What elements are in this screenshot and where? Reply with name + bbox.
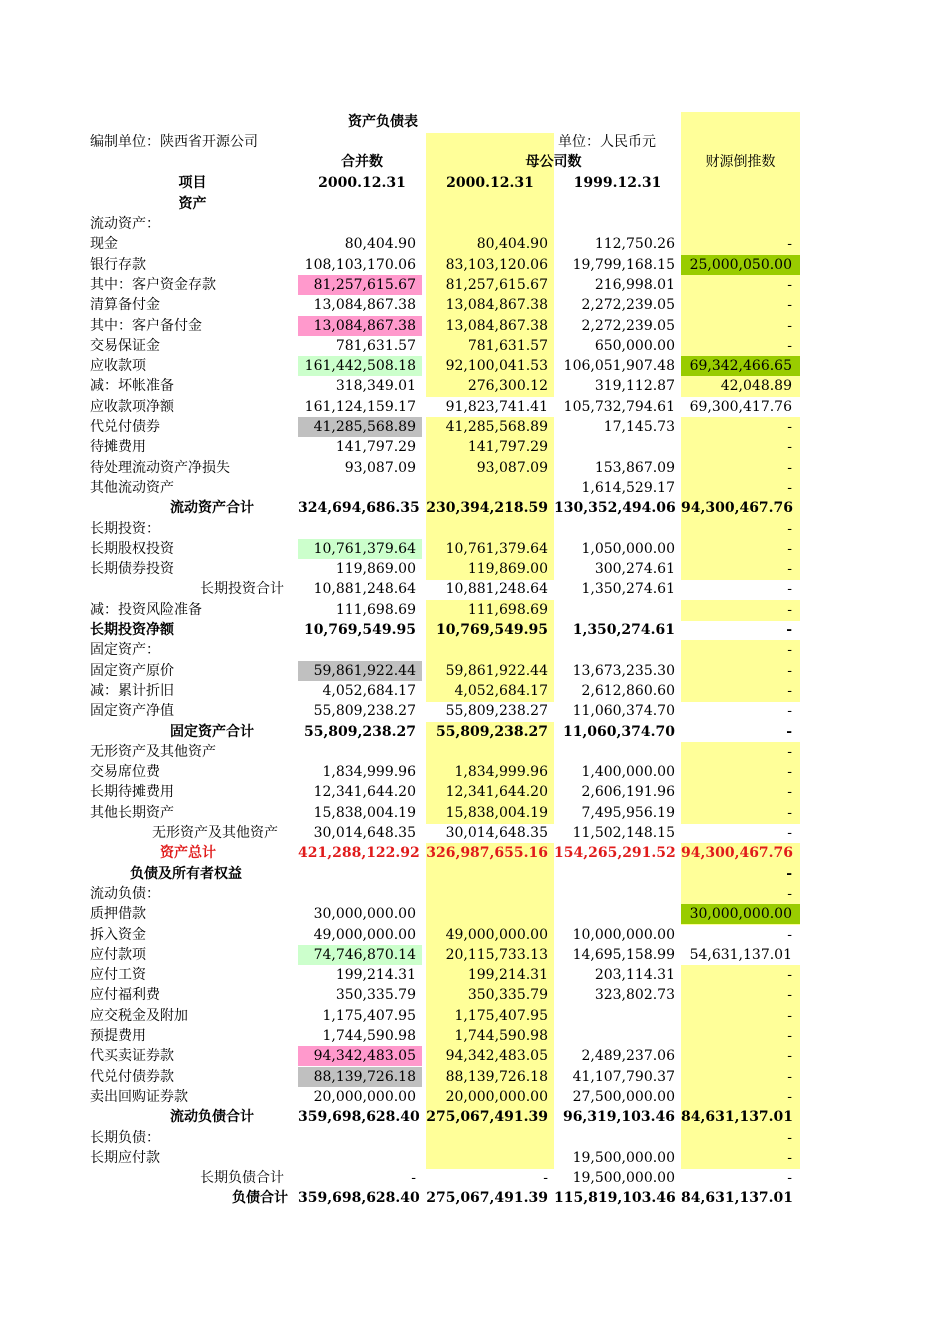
row-23-c3: 2,612,860.60 (581, 683, 675, 699)
row-41-label: 代买卖证券款 (90, 1048, 174, 1064)
row-38-label: 应付福利费 (90, 987, 160, 1003)
row-13-c1 (298, 478, 422, 498)
row-21-c1 (298, 640, 422, 660)
row-37-label: 应付工资 (90, 967, 146, 983)
row-12-c3: 153,867.09 (594, 460, 675, 476)
row-46-c1 (298, 1148, 422, 1168)
row-24-c2: 55,809,238.27 (445, 703, 548, 719)
row-2-c3: 19,799,168.15 (572, 257, 675, 273)
row-35-c2: 49,000,000.00 (445, 927, 548, 943)
row-19-c3 (554, 600, 681, 620)
row-15-label: 长期投资： (90, 521, 160, 537)
row-35-c1: 49,000,000.00 (313, 927, 416, 943)
row-28-label: 长期待摊费用 (90, 784, 174, 800)
row-46-c2 (426, 1148, 554, 1168)
row-10-c4: - (787, 419, 792, 435)
row-44-c4: 84,631,137.01 (681, 1109, 794, 1125)
row-41-c2: 94,342,483.05 (445, 1048, 548, 1064)
row-22-c1: 59,861,922.44 (298, 661, 422, 681)
row-48-c3: 115,819,103.46 (554, 1190, 676, 1206)
row-18-c1: 10,881,248.64 (313, 581, 416, 597)
row-11-c3 (554, 437, 681, 457)
row-4-c3: 2,272,239.05 (581, 297, 675, 313)
row-29-c3: 7,495,956.19 (581, 805, 675, 821)
row-45-c1 (298, 1128, 422, 1148)
row-36-c1: 74,746,870.14 (298, 945, 422, 965)
row-40-c1: 1,744,590.98 (322, 1028, 416, 1044)
row-23-label: 减：累计折旧 (90, 683, 174, 699)
row-7-c2: 92,100,041.53 (445, 358, 548, 374)
row-12-c1: 93,087.09 (344, 460, 416, 476)
row-20-c3: 1,350,274.61 (572, 622, 675, 638)
row-39-c1: 1,175,407.95 (322, 1008, 416, 1024)
header-derived: 财源倒推数 (705, 154, 776, 170)
row-38-c2: 350,335.79 (467, 987, 548, 1003)
row-1-c2: 80,404.90 (476, 236, 548, 252)
header-item: 项目 (178, 175, 207, 191)
row-26-c2 (426, 742, 554, 762)
row-9-c2: 91,823,741.41 (445, 399, 548, 415)
row-12-c4: - (787, 460, 792, 476)
row-47-c4: - (787, 1170, 792, 1186)
row-28-c1: 12,341,644.20 (313, 784, 416, 800)
row-44-c2: 275,067,491.39 (426, 1109, 548, 1125)
row-43-c2: 20,000,000.00 (445, 1089, 548, 1105)
row-14-c1: 324,694,686.35 (298, 500, 420, 516)
row-6-c2: 781,631.57 (467, 338, 548, 354)
row-46-c3: 19,500,000.00 (572, 1150, 675, 1166)
row-26-label: 无形资产及其他资产 (90, 744, 216, 760)
row-27-c2: 1,834,999.96 (454, 764, 548, 780)
row-25-c4: - (786, 724, 792, 740)
row-48-c2: 275,067,491.39 (426, 1190, 548, 1206)
row-13-c4: - (787, 480, 792, 496)
row-19-c1: 111,698.69 (335, 602, 416, 618)
row-17-c3: 300,274.61 (594, 561, 675, 577)
row-10-c2: 41,285,568.89 (445, 419, 548, 435)
row-15-c3 (554, 519, 681, 539)
row-35-c4: - (787, 927, 792, 943)
row-25-c3: 11,060,374.70 (562, 724, 675, 740)
header-date-1: 2000.12.31 (318, 175, 406, 191)
row-8-c1: 318,349.01 (335, 378, 416, 394)
row-44-c3: 96,319,103.46 (562, 1109, 675, 1125)
row-0-label: 流动资产： (90, 216, 160, 232)
row-28-c4: - (787, 784, 792, 800)
sheet-title: 资产负债表 (348, 114, 418, 130)
row-39-c3 (554, 1006, 681, 1026)
row-29-label: 其他长期资产 (90, 805, 174, 821)
header-parent: 母公司数 (525, 154, 582, 170)
row-13-c2 (426, 478, 554, 498)
row-26-c3 (554, 742, 681, 762)
row-41-c3: 2,489,237.06 (581, 1048, 675, 1064)
row-45-label: 长期负债： (90, 1130, 160, 1146)
row-43-c3: 27,500,000.00 (572, 1089, 675, 1105)
row-40-c2: 1,744,590.98 (454, 1028, 548, 1044)
row-48-c1: 359,698,628.40 (298, 1190, 420, 1206)
row-33-c1 (298, 884, 422, 904)
row-9-c1: 161,124,159.17 (304, 399, 416, 415)
row-25-c2: 55,809,238.27 (435, 724, 548, 740)
header-date-2: 2000.12.31 (446, 175, 534, 191)
row-9-c4: 69,300,417.76 (689, 399, 792, 415)
row-2-label: 银行存款 (90, 257, 146, 273)
row-19-c4: - (787, 602, 792, 618)
row-16-label: 长期股权投资 (90, 541, 174, 557)
row-18-label: 长期投资合计 (200, 581, 284, 597)
row-31-c4: 94,300,467.76 (681, 845, 794, 861)
row-20-c2: 10,769,549.95 (435, 622, 548, 638)
row-23-c2: 4,052,684.17 (454, 683, 548, 699)
row-40-label: 预提费用 (90, 1028, 146, 1044)
row-34-c1: 30,000,000.00 (313, 906, 416, 922)
row-0-c1 (298, 214, 422, 234)
row-34-c3 (554, 904, 681, 924)
row-36-c2: 20,115,733.13 (445, 947, 548, 963)
row-8-c3: 319,112.87 (594, 378, 675, 394)
row-12-c2: 93,087.09 (476, 460, 548, 476)
row-47-c3: 19,500,000.00 (572, 1170, 675, 1186)
row-34-label: 质押借款 (90, 906, 146, 922)
row-21-c3 (554, 640, 681, 660)
row-36-label: 应付款项 (90, 947, 146, 963)
header-assets: 资产 (178, 196, 207, 212)
row-23-c1: 4,052,684.17 (322, 683, 416, 699)
row-18-c2: 10,881,248.64 (445, 581, 548, 597)
row-29-c1: 15,838,004.19 (313, 805, 416, 821)
row-38-c3: 323,802.73 (594, 987, 675, 1003)
row-46-label: 长期应付款 (90, 1150, 160, 1166)
row-38-c1: 350,335.79 (335, 987, 416, 1003)
row-28-c3: 2,606,191.96 (581, 784, 675, 800)
row-13-label: 其他流动资产 (90, 480, 174, 496)
row-4-c4: - (787, 297, 792, 313)
row-25-label: 固定资产合计 (170, 724, 254, 740)
org-label: 编制单位：陕西省开源公司 (90, 134, 258, 150)
row-43-label: 卖出回购证券款 (90, 1089, 188, 1105)
row-11-c2: 141,797.29 (467, 439, 548, 455)
row-29-c2: 15,838,004.19 (445, 805, 548, 821)
row-16-c4: - (787, 541, 792, 557)
row-0-c2 (426, 214, 554, 234)
row-42-c3: 41,107,790.37 (572, 1069, 675, 1085)
row-44-label: 流动负债合计 (170, 1109, 254, 1125)
row-10-c1: 41,285,568.89 (298, 417, 422, 437)
row-43-c4: - (787, 1089, 792, 1105)
row-10-label: 代兑付债券 (90, 419, 160, 435)
row-20-label: 长期投资净额 (90, 622, 174, 638)
row-41-c4: - (787, 1048, 792, 1064)
row-32-c3 (554, 864, 681, 884)
row-10-c3: 17,145.73 (603, 419, 675, 435)
row-30-c1: 30,014,648.35 (313, 825, 416, 841)
row-30-c4: - (787, 825, 792, 841)
row-21-c2 (426, 640, 554, 660)
row-27-label: 交易席位费 (90, 764, 160, 780)
row-24-label: 固定资产净值 (90, 703, 174, 719)
row-5-label: 其中：客户备付金 (90, 318, 202, 334)
row-36-c3: 14,695,158.99 (572, 947, 675, 963)
row-14-c4: 94,300,467.76 (681, 500, 794, 516)
row-2-c4: 25,000,050.00 (681, 255, 800, 275)
row-14-c2: 230,394,218.59 (426, 500, 548, 516)
row-7-c3: 106,051,907.48 (563, 358, 675, 374)
header-combined: 合并数 (341, 154, 383, 170)
row-15-c4: - (787, 521, 792, 537)
row-3-c2: 81,257,615.67 (445, 277, 548, 293)
row-14-label: 流动资产合计 (170, 500, 254, 516)
row-41-c1: 94,342,483.05 (298, 1046, 422, 1066)
row-19-c2: 111,698.69 (467, 602, 548, 618)
row-39-c4: - (787, 1008, 792, 1024)
row-6-c3: 650,000.00 (594, 338, 675, 354)
row-35-c3: 10,000,000.00 (572, 927, 675, 943)
row-21-c4: - (787, 642, 792, 658)
row-26-c4: - (787, 744, 792, 760)
row-22-label: 固定资产原价 (90, 663, 174, 679)
row-9-c3: 105,732,794.61 (563, 399, 675, 415)
row-20-c4: - (786, 622, 792, 638)
row-30-c3: 11,502,148.15 (572, 825, 675, 841)
row-23-c4: - (787, 683, 792, 699)
row-7-c4: 69,342,466.65 (681, 356, 800, 376)
row-33-c2 (426, 884, 554, 904)
row-8-c4: 42,048.89 (720, 378, 792, 394)
row-17-c1: 119,869.00 (335, 561, 416, 577)
row-43-c1: 20,000,000.00 (313, 1089, 416, 1105)
row-34-c2 (426, 904, 554, 924)
row-1-label: 现金 (90, 236, 118, 252)
row-45-c2 (426, 1128, 554, 1148)
row-19-label: 减：投资风险准备 (90, 602, 202, 618)
row-27-c3: 1,400,000.00 (581, 764, 675, 780)
row-37-c2: 199,214.31 (467, 967, 548, 983)
row-31-c1: 421,288,122.92 (298, 845, 420, 861)
row-30-label: 无形资产及其他资产 (152, 825, 278, 841)
row-26-c1 (298, 742, 422, 762)
row-45-c4: - (787, 1130, 792, 1146)
row-8-c2: 276,300.12 (467, 378, 548, 394)
row-40-c3 (554, 1026, 681, 1046)
row-35-label: 拆入资金 (90, 927, 146, 943)
row-16-c2: 10,761,379.64 (445, 541, 548, 557)
row-45-c3 (554, 1128, 681, 1148)
row-31-label: 资产总计 (160, 845, 216, 861)
row-39-label: 应交税金及附加 (90, 1008, 188, 1024)
col4-bg-head (681, 132, 800, 214)
row-18-c4: - (787, 581, 792, 597)
row-30-c2: 30,014,648.35 (445, 825, 548, 841)
row-7-c1: 161,442,508.18 (298, 356, 422, 376)
row-37-c3: 203,114.31 (594, 967, 675, 983)
row-9-label: 应收款项净额 (90, 399, 174, 415)
row-42-c2: 88,139,726.18 (445, 1069, 548, 1085)
row-6-c1: 781,631.57 (335, 338, 416, 354)
row-1-c1: 80,404.90 (344, 236, 416, 252)
row-4-c1: 13,084,867.38 (313, 297, 416, 313)
row-3-label: 其中：客户资金存款 (90, 277, 216, 293)
row-32-c1 (298, 864, 422, 884)
row-25-c1: 55,809,238.27 (303, 724, 416, 740)
row-3-c4: - (787, 277, 792, 293)
row-6-label: 交易保证金 (90, 338, 160, 354)
row-14-c3: 130,352,494.06 (554, 500, 676, 516)
row-16-c3: 1,050,000.00 (581, 541, 675, 557)
row-27-c4: - (787, 764, 792, 780)
row-13-c3: 1,614,529.17 (581, 480, 675, 496)
row-7-label: 应收款项 (90, 358, 146, 374)
row-33-c3 (554, 884, 681, 904)
row-1-c3: 112,750.26 (594, 236, 675, 252)
row-34-c4: 30,000,000.00 (681, 904, 800, 924)
row-22-c2: 59,861,922.44 (445, 663, 548, 679)
row-5-c1: 13,084,867.38 (298, 316, 422, 336)
row-4-label: 清算备付金 (90, 297, 160, 313)
col4-highlight (681, 112, 800, 132)
row-42-label: 代兑付债券款 (90, 1069, 174, 1085)
row-12-label: 待处理流动资产净损失 (90, 460, 230, 476)
row-40-c4: - (787, 1028, 792, 1044)
unit-label: 单位：人民币元 (558, 134, 656, 150)
row-15-c2 (426, 519, 554, 539)
row-31-c3: 154,265,291.52 (554, 845, 676, 861)
row-0-c3 (554, 214, 681, 234)
row-16-c1: 10,761,379.64 (298, 539, 422, 559)
row-1-c4: - (787, 236, 792, 252)
row-21-label: 固定资产： (90, 642, 160, 658)
row-11-label: 待摊费用 (90, 439, 146, 455)
row-42-c4: - (787, 1069, 792, 1085)
row-5-c3: 2,272,239.05 (581, 318, 675, 334)
row-33-c4: - (787, 886, 792, 902)
row-48-label: 负债合计 (232, 1190, 288, 1206)
row-47-c1: - (411, 1170, 416, 1186)
row-15-c1 (298, 519, 422, 539)
row-11-c1: 141,797.29 (335, 439, 416, 455)
row-33-label: 流动负债： (90, 886, 160, 902)
row-22-c4: - (787, 663, 792, 679)
row-46-c4: - (787, 1150, 792, 1166)
row-37-c4: - (787, 967, 792, 983)
row-2-c2: 83,103,120.06 (445, 257, 548, 273)
row-44-c1: 359,698,628.40 (298, 1109, 420, 1125)
row-3-c3: 216,998.01 (594, 277, 675, 293)
row-18-c3: 1,350,274.61 (581, 581, 675, 597)
row-2-c1: 108,103,170.06 (304, 257, 416, 273)
row-36-c4: 54,631,137.01 (689, 947, 792, 963)
row-6-c4: - (787, 338, 792, 354)
row-28-c2: 12,341,644.20 (445, 784, 548, 800)
row-37-c1: 199,214.31 (335, 967, 416, 983)
row-38-c4: - (787, 987, 792, 1003)
row-32-c4: - (786, 866, 792, 882)
row-27-c1: 1,834,999.96 (322, 764, 416, 780)
row-24-c3: 11,060,374.70 (572, 703, 675, 719)
row-47-label: 长期负债合计 (200, 1170, 284, 1186)
row-47-c2: - (543, 1170, 548, 1186)
row-24-c4: - (787, 703, 792, 719)
row-17-c4: - (787, 561, 792, 577)
row-39-c2: 1,175,407.95 (454, 1008, 548, 1024)
row-20-c1: 10,769,549.95 (303, 622, 416, 638)
row-32-label: 负债及所有者权益 (130, 866, 242, 882)
row-17-c2: 119,869.00 (467, 561, 548, 577)
row-0-c4 (681, 214, 800, 234)
row-24-c1: 55,809,238.27 (313, 703, 416, 719)
row-22-c3: 13,673,235.30 (572, 663, 675, 679)
row-8-label: 减：坏帐准备 (90, 378, 174, 394)
row-4-c2: 13,084,867.38 (445, 297, 548, 313)
row-32-c2 (426, 864, 554, 884)
row-48-c4: 84,631,137.01 (681, 1190, 794, 1206)
row-5-c4: - (787, 318, 792, 334)
row-31-c2: 326,987,655.16 (426, 845, 548, 861)
row-17-label: 长期债券投资 (90, 561, 174, 577)
row-29-c4: - (787, 805, 792, 821)
row-3-c1: 81,257,615.67 (298, 275, 422, 295)
header-date-3: 1999.12.31 (573, 175, 662, 191)
row-5-c2: 13,084,867.38 (445, 318, 548, 334)
row-42-c1: 88,139,726.18 (298, 1067, 422, 1087)
row-11-c4: - (787, 439, 792, 455)
